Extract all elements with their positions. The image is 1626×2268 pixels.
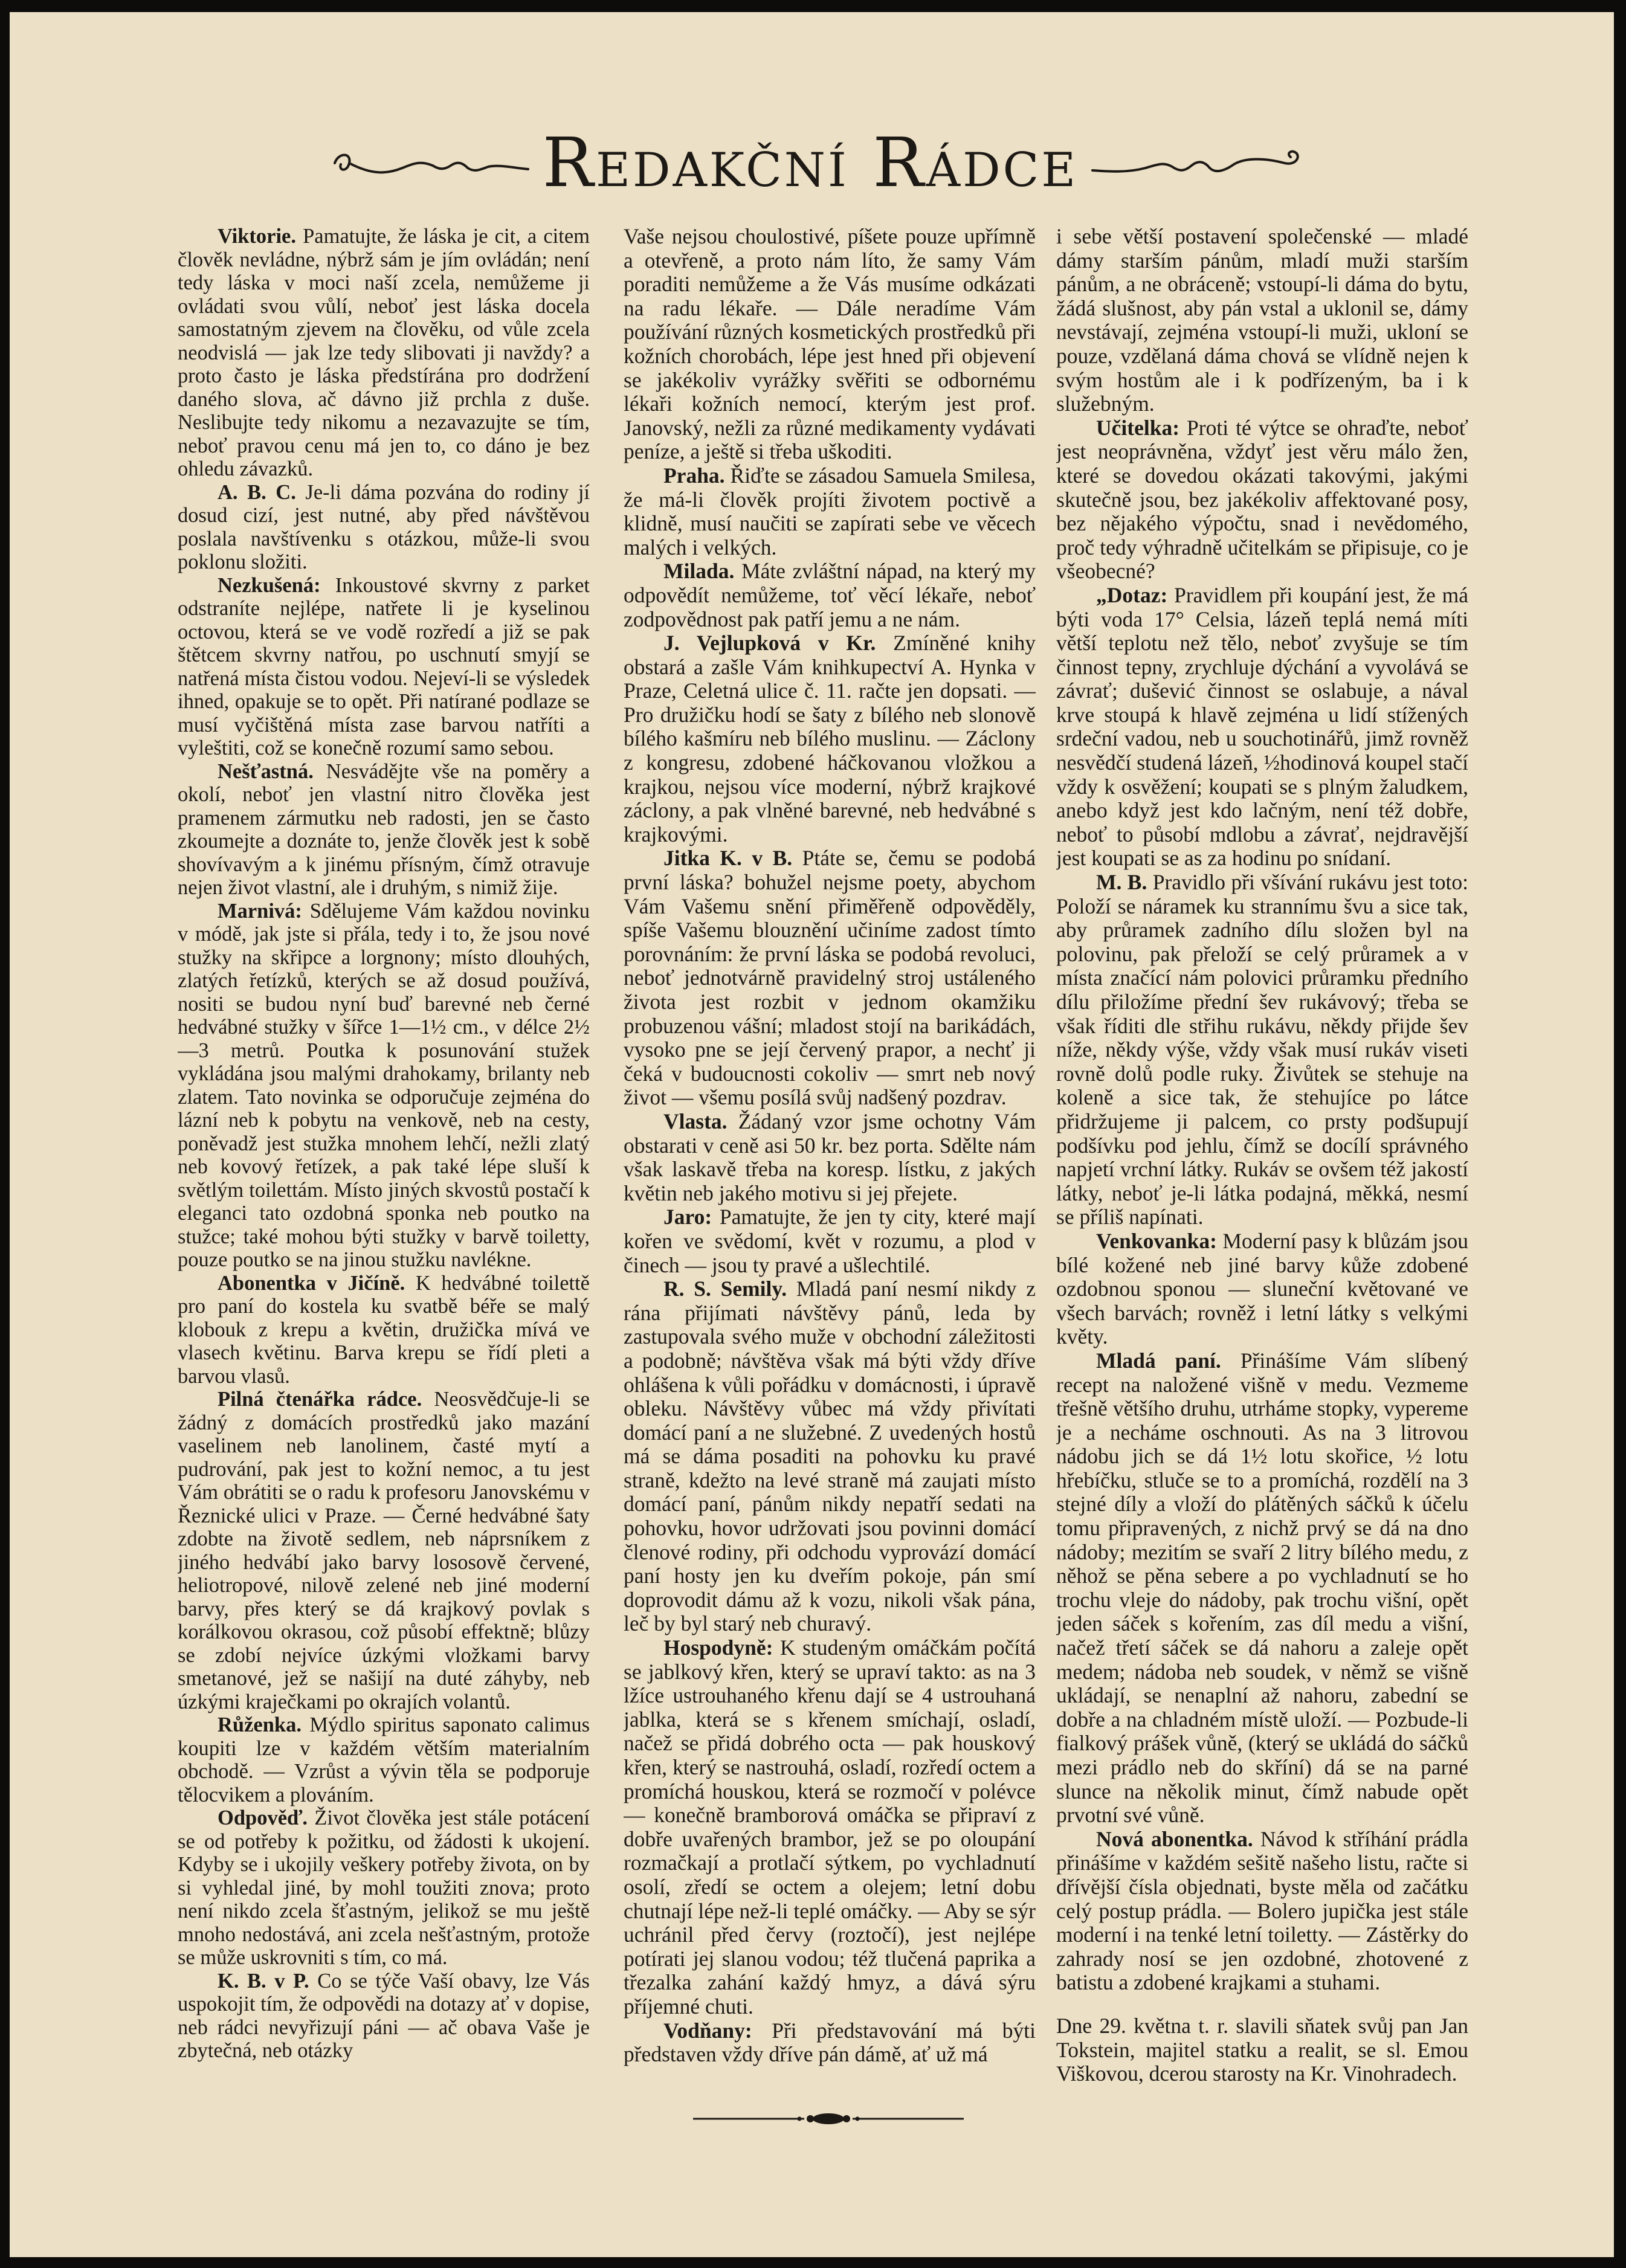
paragraph-text: Pravidlem při koupání jest, že má býti voda 17° Celsia, lázeň teplá nemá míti větší teplotu než tělo, neboť zvyšuje se tím činnost tepny, zrychluje dýchání a vyvolává se závrať; dušević činnost se oslabuje, a nával krve stoupá k hlavě zejména u lidí stížených srdeční vadou, neb u souchotinářů, jimž rovněž nesvědčí studená lázeň, ½hodinová koupel stačí vždy k osvěžení; koupati se s plným žaludkem, anebo když jest kdo lačným, není též dobře, neboť to působí mdlobu a závrať, nejdravější jest koupati se as za hodinu po snídaní. [1056, 582, 1468, 871]
paragraph-text: Život člověka jest stále potácení se od potřeby k požitku, od žádosti k ukojení. Kdyby se i ukojily veškery potřeby života, on by si vyhledal jiné, by mohl toužiti znova; proto není nikdo zcela šťastným, jelikož se mu ještě mnoho nedostává, ani zcela nešťastným, protože se může uskrovniti s tím, co má. [178, 1806, 590, 1969]
addressee-label: Jitka K. v B. [663, 846, 793, 871]
paragraph-text: Proti té výtce se ohraďte, neboť jest neoprávněna, vždyť jest věru málo žen, které se dovedou okázati takovými, jakými skutečně jsou, bez jakékoliv affektované posy, bez nějakého výpočtu, snad i nevědomého, proč tedy výhradně učitelkám se připisuje, co je všeobecné? [1056, 415, 1468, 584]
closing-rule-ornament [689, 2110, 967, 2128]
addressee-label: Milada. [663, 559, 735, 584]
paragraph [1056, 1229, 1468, 1349]
flourish-left-ornament [330, 145, 529, 181]
page-header [330, 121, 1309, 205]
paragraph-text: Při představování má býti představen vždy dříve pán dámě, ať už má [624, 2018, 1036, 2067]
paragraph-text: Pamatujte, že jen ty city, které mají kořen ve svědomí, květ v rozumu, a plod v činech — jsou ty pravé a ušlechtilé. [624, 1205, 1036, 1277]
addressee-label: Viktorie. [218, 225, 296, 248]
paragraph-text: Sdělujeme Vám každou novinku v módě, jak jste si přála, tedy i to, že jsou nové stužky na skřipce a lorgnony; místo dlouhých, zlatých řetízků, kterých se až dosud používá, nositi se budou nyní buď barevné neb černé hedvábné stužky v šířce 1—1½ cm., v délce 2½—3 metrů. Poutka k posunování stužek vykládána jsou malými drahokamy, brilanty neb zlatem. Tato novinka se odporučuje zejména do lázní neb k pobytu na venkově, neb na cesty, poněvadž jest stužka mnohem lehčí, nežli zlatý neb kovový řetízek, a pak také lépe sluší k světlým toilettám. Místo jiných skvostů postačí k eleganci tato ozdobná sponka neb poutko na stužce; také mohou býti stužky v barvě toiletty, pouze poutko se na jinou stužku navlékne. [178, 899, 590, 1271]
paragraph [178, 1806, 590, 1970]
paragraph [178, 1970, 590, 2063]
paragraph-text: Pamatujte, že láska je cit, a citem člověk nevládne, nýbrž sám je jím ovládán; není tedy láska v moci naší zcela, nemůžeme ji ovládati svou vůlí, neboť jest láska docela samostatným zjevem na člověku, od vůle zcela neodvislá — jak lze tedy slibovati ji navždy? a proto často je láska předstírána pro dodržení daného slova, ač dávno již prchla z duše. Neslibujte tedy nikomu a nezavazujte se tím, neboť pravou cenu má jen to, co dáno je bez ohledu závazků. [178, 225, 590, 480]
paragraph-text: Dne 29. května t. r. slavili sňatek svůj pan Jan Tokstein, majitel statku a realit, se sl. Emou Viškovou, dcerou starosty na Kr. Vinohradech. [1056, 2013, 1468, 2086]
paragraph-text: K studeným omáčkám počítá se jablkový křen, který se upraví takto: as na 3 lžíce ustrouhaného křenu dají se 4 ustrouhaná jablka, která se s křenem smíchají, osladí, načež se přidá dobrého octa — pak houskový křen, který se nastrouhá, osladí, rozředí octem a promíchá houskou, která se rozmočí v polévce — konečně bramborová omáčka se připraví z dobře uvařených brambor, jež se po oloupání rozmačkají a protlačí sýtkem, po vychladnutí osolí, zředí se octem a olejem; letní dobu chutnají lépe než-li teplé omáčky. — Aby se sýr uchránil před červy (roztočí), jest nejlépe potírati jej slanou vodou; též tlučená paprika a třezalka zahání každý hmyz, a dává sýru příjemné chuti. [624, 1635, 1036, 2018]
paragraph [178, 1388, 590, 1713]
addressee-label: Hospodyně: [663, 1635, 773, 1660]
text-column-1 [178, 225, 590, 2098]
paragraph [624, 846, 1036, 1110]
paragraph [624, 1110, 1036, 1205]
paragraph [624, 631, 1036, 846]
paragraph [1056, 2014, 1468, 2086]
paragraph [1056, 225, 1468, 416]
addressee-label: Vlasta. [663, 1109, 728, 1133]
paragraph [624, 1636, 1036, 2019]
paragraph-text: Moderní pasy k blůzám jsou bílé kožené neb jiné barvy kůže zdobené ozdobnou sponou — sluneční květované ve všech barvách; rovněž i letní látky s velkými květy. [1056, 1228, 1468, 1349]
addressee-label: M. B. [1096, 870, 1147, 895]
addressee-label: Učitelka: [1096, 415, 1180, 440]
paragraph [178, 481, 590, 574]
page-title: Redakční Rádce [542, 124, 1079, 202]
paragraph-text: Přinášíme Vám slíbený recept na naložené višně v medu. Vezmeme třešně většího druhu, utrháme stopky, vypereme je a necháme oschnouti. As na 3 litrovou nádobu jich se dá 1½ lotu skořice, ½ lotu hřebíčku, stluče se to a promíchá, rozdělí na 3 stejné díly a vloží do plátěných sáčků k účelu tomu připravených, z nichž prvý se dá na dno nádoby; mezitím se svaří 2 litry bílého medu, z něhož se pěna sebere a po vychladnutí se ho trochu vleje do nádoby, pak trochu višní, opět jeden sáček s kořením, zas díl medu a višní, načež třetí sáček se dá nahoru a zaleje opět medem; nádoba neb soudek, v němž se višně ukládají, se nenaplní až nahoru, zabední se dobře a na chladném místě uloží. — Pozbude-li fialkový prášek vůně, (který se ukládá do sáčků mezi prádlo neb do skříní) dá se na parné slunce na několik minut, čímž nabude opět prvotní své vůně. [1056, 1348, 1468, 1828]
paragraph-text: Žádaný vzor jsme ochotny Vám obstarati v ceně asi 50 kr. bez porta. Sdělte nám však laskavě třeba na koresp. lístku, z jakých květin neb jakého motivu si jej přejete. [624, 1109, 1036, 1205]
paragraph-text: Ptáte se, čemu se podobá první láska? bohužel nejsme poety, abychom Vám Vašemu snění přiměřeně odpověděly, spíše Vašemu blouznění učiníme zadost tímto porovnáním: že první láska se podobá revoluci, neboť jednotvárně pravidelný stroj ustáleného života jest rozbit v jednom okamžiku probuzenou vášní; mladost stojí na barikádách, vysoko pne se její červený prapor, a nechť ji čeká v budoucnosti cokoliv — smrt neb nový život — všemu posílá svůj nadšený pozdrav. [624, 846, 1036, 1110]
paragraph [624, 1205, 1036, 1277]
paragraph-text: Pravidlo při všívání rukávu jest toto: Položí se náramek ku strannímu švu a sice tak, aby průramek zadního dílu složen byl na polovinu, pak přeloží se celý průramek a v místa značící nám polovici průramku předního dílu přiložíme přední šev rukávový; třeba se však říditi dle střihu rukávu, někdy přijde šev níže, někdy výše, vždy však musí rukáv viseti rovně dolů podle ruky. Živůtek se stehuje na koleně a sice tak, že stehujíce po látce přidržujeme ji palcem, co prsty podšupují podšívku pod jehlu, čímž se docílí správného napjetí vrchní látky. Rukáv se ovšem též jakostí látky, neboť je-li látka podajná, měkká, nesmí se příliš napínati. [1056, 870, 1468, 1229]
paragraph [624, 2019, 1036, 2067]
addressee-label: „Dotaz: [1096, 582, 1168, 607]
paragraph-text: Mýdlo spiritus saponato calimus koupiti lze v každém větším materialním obchodě. — Vzrůst a vývin těla se podporuje tělocvikem a plováním. [178, 1713, 590, 1806]
addressee-label: R. S. Semily. [663, 1277, 787, 1301]
addressee-label: A. B. C. [218, 480, 296, 504]
paragraph-text: Návod k stříhání prádla přinášíme v každém sešitě našeho listu, račte si dřívější čísla objednati, byste měla od začátku celý postup prádla. — Bolero jupička jest stále moderní i na tenké letní toiletty. — Zástěrky do zahrady nosí se jen ozdobné, zhotovené z batistu a zdobené krajkami a stuhami. [1056, 1826, 1468, 1995]
paragraph-text: Řiďte se zásadou Samuela Smilesa, že má-li člověk projíti životem poctivě a klidně, musí naučiti se zapírati sebe ve věcech malých i velkých. [624, 463, 1036, 559]
addressee-label: Růženka. [218, 1713, 302, 1736]
paragraph [178, 900, 590, 1272]
paragraph-text: Máte zvláštní nápad, na který my odpovědít nemůžeme, toť věcí lékaře, neboť zodpovědnost pak patří jemu a ne nám. [624, 559, 1036, 631]
page [10, 12, 1614, 2257]
paragraph [624, 225, 1036, 464]
addressee-label: Pilná čtenářka rádce. [218, 1388, 422, 1411]
paragraph [1056, 1828, 1468, 1995]
paragraph-text: Co se týče Vaší obavy, lze Vás uspokojit tím, že odpovědi na dotazy ať v dopise, neb rádci nevyřizují páni — ač obava Vaše je zbytečná, neb otázky [178, 1969, 590, 2062]
paragraph [1056, 1349, 1468, 1828]
paragraph [624, 559, 1036, 631]
paragraph [1056, 416, 1468, 584]
paragraph [624, 464, 1036, 559]
paragraph [178, 1713, 590, 1806]
addressee-label: Marnivá: [218, 899, 302, 923]
flourish-right-ornament [1091, 145, 1309, 181]
text-column-3 [1056, 225, 1468, 2098]
addressee-label: Nešťastná. [218, 759, 314, 783]
paragraph [624, 1277, 1036, 1636]
paragraph [1056, 584, 1468, 871]
paragraph-text: K hedvábné toilettě pro paní do kostela ku svatbě béře se malý klobouk z krepu a květin, družička mívá ve vlasech květinu. Barva krepu se řídí pleti a barvou vlasů. [178, 1271, 590, 1388]
addressee-label: Jaro: [663, 1205, 712, 1229]
paragraph [178, 225, 590, 481]
paragraph-text: Inkoustové skvrny z parket odstraníte nejlépe, natřete li je kyselinou octovou, která se ve vodě rozředí a již se pak štětcem skvrny natřou, po uschnutí smyjí se natřená místa čistou vodou. Nejeví-li se výsledek ihned, opakuje se to opět. Při natírané podlaze se musí vyčištěná místa zase barvou natříti a vyleštiti, což se konečně rozumí samo sebou. [178, 573, 590, 759]
paragraph-text: Je-li dáma pozvána do rodiny jí dosud cizí, jest nutné, aby před návštěvou poslala navštívenku s otázkou, může-li svou poklonu složiti. [178, 480, 590, 573]
paragraph [178, 760, 590, 900]
paragraph-text: Neosvědčuje-li se žádný z domácích prostředků jako mazání vaselinem neb lanolinem, časté mytí a pudrování, pak jest to kožní nemoc, a tu jest Vám obrátiti se o radu k profesoru Janovskému v Řeznické ulici v Praze. — Černé hedvábné šaty zdobte na životě sedlem, neb náprsníkem z jiného hedvábí jako barvy lososově červené, heliotropové, nilově zelené neb jiné moderní barvy, přes který se dá krajkový povlak s korálkovou okrasou, což působí effektně; blůzy se zdobí nejvíce úzkými vložkami barvy smetanové, jež se našijí na duté záhyby, neb úzkými kraječkami po okrajích volantů. [178, 1388, 590, 1713]
addressee-label: Abonentka v Jičíně. [218, 1271, 405, 1295]
paragraph-text: Nesvádějte vše na poměry a okolí, neboť jen vlastní nitro člověka jest pramenem zármutku neb radosti, jen se často zkoumejte a doznáte to, jenže člověk jest k sobě shovívavým a k jinému přísným, čímž otravuje nejen život vlastní, ale i druhým, s nimiž žije. [178, 759, 590, 899]
paragraph-text: Vaše nejsou choulostivé, píšete pouze upřímně a otevřeně, a proto nám líto, že samy Vám poraditi nemůžeme a že Vás musíme odkázati na radu lékaře. — Dále neradíme Vám používání různých kosmetických prostředků při kožních chorobách, lépe jest hned při objevení se jakékoliv vyrážky svěřiti se odbornému lékaři kožních nemocí, kterým jest prof. Janovský, nežli za různé medikamenty vydávati peníze, a ještě si třeba uškoditi. [624, 225, 1036, 464]
addressee-label: Venkovanka: [1096, 1228, 1217, 1253]
paragraph-text: Mladá paní nesmí nikdy z rána přijímati návštěvy pánů, leda by zastupovala svého muže v obchodní záležitosti a podobně; návštěva však má býti vždy dříve ohlášena k vůli pořádku v domácnosti, i úpravě obleku. Návštěvy vůbec má vždy přivítati domácí paní a ne služebné. Z uvedených hostů má se dáma posaditi na pohovku ku pravé straně, kdežto na levé straně má zaujati místo domácí paní, pánům nikdy nepatří sedati na pohovku, hovor udržovati jsou povinni domácí členové rodiny, při odchodu vyprovází domácí paní hosty jen ku dveřím pokoje, pán smí doprovodit dámu až k vozu, nikoli však pána, leč by byl starý neb churavý. [624, 1277, 1036, 1636]
addressee-label: Mladá paní. [1096, 1348, 1221, 1373]
paragraph [178, 1272, 590, 1388]
addressee-label: Praha. [663, 463, 725, 488]
paragraph [1056, 871, 1468, 1229]
addressee-label: K. B. v P. [218, 1969, 309, 1993]
text-column-2 [624, 225, 1036, 2098]
paragraph-text: Zmíněné knihy obstará a zašle Vám knihkupectví A. Hynka v Praze, Celetná ulice č. 11. račte jen dopsati. — Pro družičku hodí se šaty z bílého neb slonově bílého kašmíru neb bílého muslinu. — Záclony z kongresu, zdobené háčkovanou vložkou a krajkou, nejsou více moderní, nýbrž krajkové záclony, a pak vlněné barevné, neb hedvábné s krajkovými. [624, 631, 1036, 846]
addressee-label: Nová abonentka. [1096, 1826, 1253, 1851]
paragraph-text: i sebe větší postavení společenské — mladé dámy starším pánům, mladí muži starším pánům, a ne obráceně; vstoupí-li dáma do bytu, žádá slušnost, aby pán vstal a uklonil se, dámy nevstávají, zejména vstoupí-li muži, ukloní se pouze, vzdělaná dáma chová se vlídně nejen k svým hostům ale i k podřízeným, ba i k služebným. [1056, 225, 1468, 416]
addressee-label: Vodňany: [663, 2018, 752, 2043]
addressee-label: J. Vejlupková v Kr. [663, 631, 876, 656]
paragraph [178, 574, 590, 760]
addressee-label: Nezkušená: [218, 573, 321, 597]
addressee-label: Odpověď. [218, 1806, 308, 1829]
